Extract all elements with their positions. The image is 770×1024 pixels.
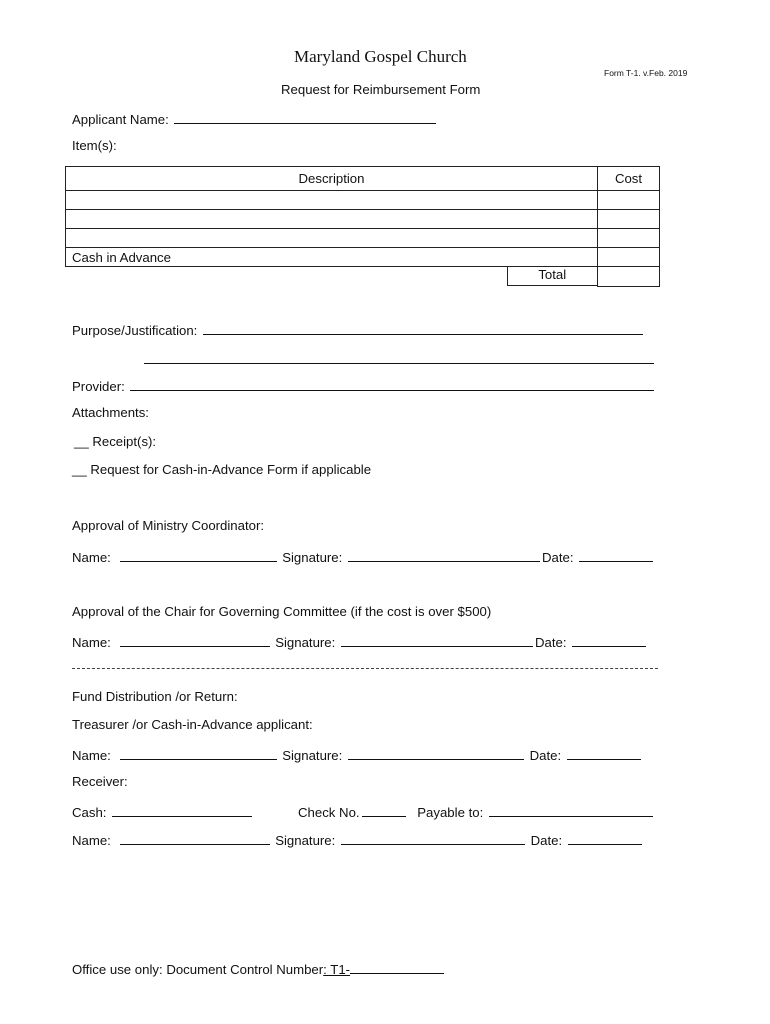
cash-advance-form-checkbox[interactable]: __ Request for Cash-in-Advance Form if applicable [72, 462, 372, 477]
table-row [66, 191, 660, 210]
chair-date-field[interactable] [572, 633, 646, 647]
table-header-row [66, 167, 660, 191]
items-label: Item(s): [72, 138, 117, 153]
applicant-name-row [72, 110, 438, 127]
total-label: Total [507, 267, 598, 286]
signature-label: Signature: [275, 833, 336, 848]
item-description-cell[interactable] [66, 210, 598, 229]
cash-advance-row [66, 248, 660, 267]
treasurer-label: Treasurer /or Cash-in-Advance applicant: [72, 717, 313, 732]
treasurer-name-field[interactable] [120, 746, 277, 760]
applicant-name-label: Applicant Name: [72, 112, 169, 127]
signature-label: Signature: [282, 550, 343, 565]
item-cost-cell[interactable] [598, 210, 660, 229]
payable-field[interactable] [489, 803, 653, 817]
receiver-name-field[interactable] [120, 831, 270, 845]
check-number-field[interactable] [362, 803, 406, 817]
coordinator-approval-label: Approval of Ministry Coordinator: [72, 518, 265, 533]
control-number-prefix: : T1- [323, 962, 351, 977]
check-row [298, 803, 655, 820]
name-label: Name: [72, 748, 111, 763]
attachments-label: Attachments: [72, 405, 149, 420]
form-id: Form T-1. v.Feb. 2019 [604, 68, 688, 78]
treasurer-date-field[interactable] [567, 746, 641, 760]
coordinator-date-field[interactable] [579, 548, 653, 562]
control-number-field[interactable] [350, 960, 444, 974]
purpose-label: Purpose/Justification: [72, 323, 198, 338]
total-row [66, 267, 660, 287]
section-divider [72, 668, 658, 669]
coordinator-name-field[interactable] [120, 548, 277, 562]
provider-field[interactable] [130, 377, 654, 391]
receiver-date-field[interactable] [568, 831, 642, 845]
chair-name-field[interactable] [120, 633, 270, 647]
cash-advance-label: Cash in Advance [66, 248, 598, 267]
signature-label: Signature: [275, 635, 336, 650]
applicant-name-field[interactable] [174, 110, 436, 124]
receiver-signature-field[interactable] [341, 831, 525, 845]
coordinator-signature-field[interactable] [348, 548, 540, 562]
items-table [65, 166, 660, 287]
chair-approval-row [72, 633, 648, 650]
description-header: Description [66, 167, 598, 191]
cost-header: Cost [598, 167, 660, 191]
purpose-row [72, 321, 645, 338]
item-description-cell[interactable] [66, 191, 598, 210]
cash-advance-cost-cell[interactable] [598, 248, 660, 267]
treasurer-signature-field[interactable] [348, 746, 524, 760]
payable-label: Payable to: [417, 805, 484, 820]
coordinator-approval-row [72, 548, 655, 565]
receiver-row [72, 831, 644, 848]
office-use-label: Office use only: Document Control Number [72, 962, 324, 977]
name-label: Name: [72, 550, 111, 565]
church-name: Maryland Gospel Church [294, 47, 467, 66]
name-label: Name: [72, 635, 111, 650]
total-spacer [66, 267, 598, 287]
item-description-cell[interactable] [66, 229, 598, 248]
signature-label: Signature: [282, 748, 343, 763]
table-row [66, 210, 660, 229]
cash-label: Cash: [72, 805, 107, 820]
date-label: Date: [541, 550, 574, 565]
date-label: Date: [529, 748, 562, 763]
date-label: Date: [530, 833, 563, 848]
item-cost-cell[interactable] [598, 191, 660, 210]
treasurer-row [72, 746, 643, 763]
purpose-field-line-2[interactable] [144, 350, 654, 364]
name-label: Name: [72, 833, 111, 848]
purpose-field[interactable] [203, 321, 643, 335]
fund-distribution-label: Fund Distribution /or Return: [72, 689, 238, 704]
item-cost-cell[interactable] [598, 229, 660, 248]
chair-signature-field[interactable] [341, 633, 533, 647]
office-use-row [72, 960, 446, 977]
provider-label: Provider: [72, 379, 125, 394]
total-cost-cell[interactable] [598, 267, 660, 287]
form-title: Request for Reimbursement Form [281, 82, 481, 97]
cash-row [72, 803, 254, 820]
cash-field[interactable] [112, 803, 252, 817]
table-row [66, 229, 660, 248]
receipt-checkbox[interactable]: __ Receipt(s): [74, 434, 157, 449]
check-label: Check No. [298, 805, 360, 820]
chair-approval-label: Approval of the Chair for Governing Committee (if the cost is over $500) [72, 604, 492, 619]
provider-row [72, 377, 656, 394]
date-label: Date: [534, 635, 567, 650]
receiver-label: Receiver: [72, 774, 128, 789]
